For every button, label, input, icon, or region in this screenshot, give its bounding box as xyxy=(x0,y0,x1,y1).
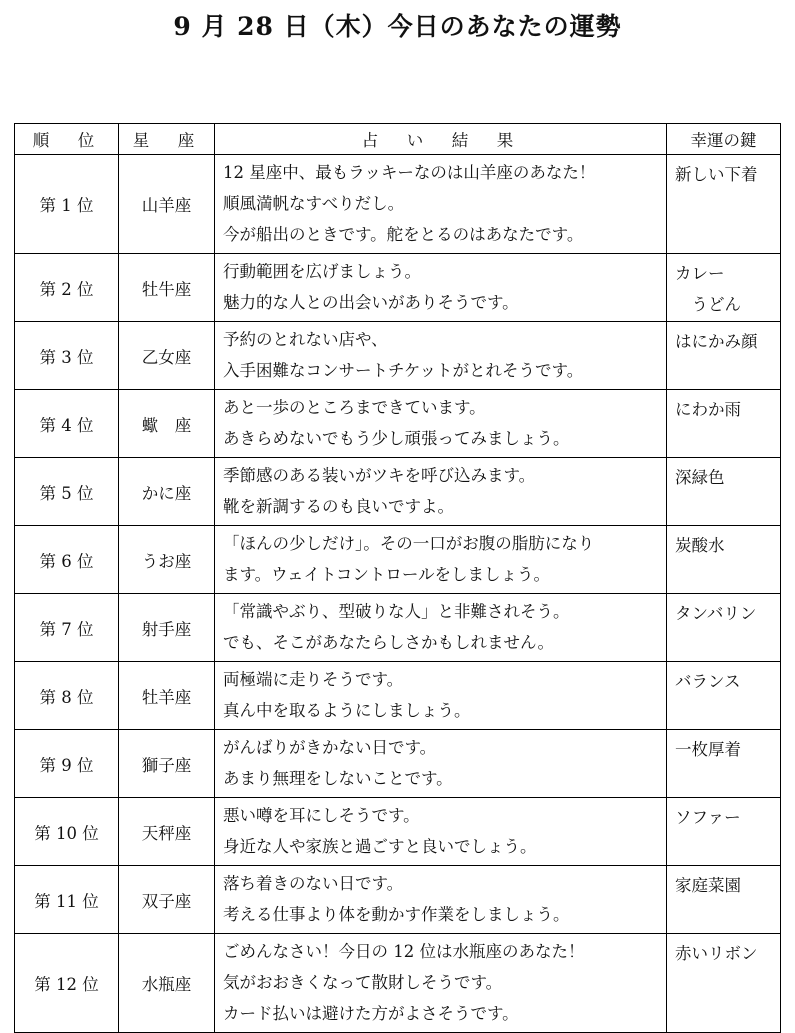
lucky-key-cell xyxy=(667,934,781,1033)
lucky-key-text: カレー xyxy=(675,264,725,283)
lucky-key-text: うどん xyxy=(675,295,741,314)
table-row xyxy=(15,390,781,458)
rank-cell: 第 1 位 xyxy=(15,155,119,254)
lucky-key-cell xyxy=(667,730,781,798)
fortune-result-line: 順風満帆なすべりだし。 xyxy=(223,194,405,213)
zodiac-sign-cell: 牡牛座 xyxy=(119,254,215,322)
fortune-result-line: 身近な人や家族と過ごすと良いでしょう。 xyxy=(223,837,537,856)
fortune-result-line: 落ち着きのない日です。 xyxy=(223,874,404,893)
lucky-key-cell xyxy=(667,526,781,594)
fortune-result-cell xyxy=(215,730,667,798)
fortune-result-cell xyxy=(215,594,667,662)
fortune-table xyxy=(14,123,781,1033)
rank-cell: 第 4 位 xyxy=(15,390,119,458)
fortune-result-line: 季節感のある装いがツキを呼び込みます。 xyxy=(223,466,536,485)
fortune-result-cell xyxy=(215,322,667,390)
zodiac-sign-cell: 双子座 xyxy=(119,866,215,934)
fortune-result-line: 入手困難なコンサートチケットがとれそうです。 xyxy=(223,361,584,380)
lucky-key-text: 家庭菜園 xyxy=(675,876,741,895)
rank-cell: 第 6 位 xyxy=(15,526,119,594)
lucky-key-cell xyxy=(667,594,781,662)
fortune-result-cell xyxy=(215,254,667,322)
fortune-result-line: 両極端に走りそうです。 xyxy=(223,670,404,689)
fortune-result-line: 今が船出のときです。舵をとるのはあなたです。 xyxy=(223,225,584,244)
fortune-result-line: 考える仕事より体を動かす作業をしましょう。 xyxy=(223,905,570,924)
fortune-table-body xyxy=(15,155,781,1033)
header-key: 幸運の鍵 xyxy=(667,124,781,155)
table-row xyxy=(15,798,781,866)
fortune-result-cell xyxy=(215,458,667,526)
zodiac-sign-cell: 獅子座 xyxy=(119,730,215,798)
lucky-key-text: バランス xyxy=(675,672,741,691)
rank-cell: 第 7 位 xyxy=(15,594,119,662)
table-row xyxy=(15,526,781,594)
table-row xyxy=(15,254,781,322)
table-row xyxy=(15,730,781,798)
fortune-result-line: あと一歩のところまできています。 xyxy=(223,398,486,417)
lucky-key-cell xyxy=(667,155,781,254)
rank-cell: 第 5 位 xyxy=(15,458,119,526)
header-result: 占 い 結 果 xyxy=(215,124,667,155)
fortune-result-line: ます。ウェイトコントロールをしましょう。 xyxy=(223,565,551,584)
rank-cell: 第 2 位 xyxy=(15,254,119,322)
lucky-key-cell xyxy=(667,866,781,934)
fortune-result-line: 12 星座中、最もラッキーなのは山羊座のあなた！ xyxy=(223,163,596,182)
fortune-result-line: 気がおおきくなって散財しそうです。 xyxy=(223,973,503,992)
lucky-key-text: 深緑色 xyxy=(675,468,725,487)
table-row xyxy=(15,155,781,254)
fortune-result-line: 魅力的な人との出会いがありそうです。 xyxy=(223,293,519,312)
fortune-result-line: カード払いは避けた方がよさそうです。 xyxy=(223,1004,519,1023)
lucky-key-text: ソファー xyxy=(675,808,741,827)
table-header-row xyxy=(15,124,781,155)
table-row xyxy=(15,458,781,526)
zodiac-sign-cell: 乙女座 xyxy=(119,322,215,390)
fortune-result-line: 「常識やぶり、型破りな人」と非難されそう。 xyxy=(223,602,570,621)
zodiac-sign-cell: 山羊座 xyxy=(119,155,215,254)
fortune-result-cell xyxy=(215,526,667,594)
rank-cell: 第 11 位 xyxy=(15,866,119,934)
fortune-result-line: ごめんなさい！今日の 12 位は水瓶座のあなた！ xyxy=(223,942,585,961)
table-row xyxy=(15,594,781,662)
fortune-result-line: がんばりがきかない日です。 xyxy=(223,738,437,757)
lucky-key-cell xyxy=(667,458,781,526)
lucky-key-cell xyxy=(667,390,781,458)
zodiac-sign-cell: 蠍 座 xyxy=(119,390,215,458)
lucky-key-text: 新しい下着 xyxy=(675,165,758,184)
table-row xyxy=(15,322,781,390)
rank-cell: 第 10 位 xyxy=(15,798,119,866)
zodiac-sign-cell: 射手座 xyxy=(119,594,215,662)
fortune-result-line: あまり無理をしないことです。 xyxy=(223,769,453,788)
fortune-result-line: でも、そこがあなたらしさかもしれません。 xyxy=(223,633,554,652)
lucky-key-cell xyxy=(667,662,781,730)
fortune-result-cell xyxy=(215,798,667,866)
lucky-key-text: にわか雨 xyxy=(675,400,741,419)
zodiac-sign-cell: 牡羊座 xyxy=(119,662,215,730)
fortune-result-line: 行動範囲を広げましょう。 xyxy=(223,262,421,281)
rank-cell: 第 12 位 xyxy=(15,934,119,1033)
lucky-key-cell xyxy=(667,322,781,390)
table-row xyxy=(15,866,781,934)
table-row xyxy=(15,662,781,730)
fortune-result-cell xyxy=(215,866,667,934)
fortune-result-line: あきらめないでもう少し頑張ってみましょう。 xyxy=(223,429,570,448)
lucky-key-cell xyxy=(667,254,781,322)
zodiac-sign-cell: かに座 xyxy=(119,458,215,526)
lucky-key-cell xyxy=(667,798,781,866)
rank-cell: 第 8 位 xyxy=(15,662,119,730)
zodiac-sign-cell: 天秤座 xyxy=(119,798,215,866)
fortune-result-line: 悪い噂を耳にしそうです。 xyxy=(223,806,420,825)
fortune-result-line: 予約のとれない店や、 xyxy=(223,330,388,349)
fortune-result-line: 真ん中を取るようにしましょう。 xyxy=(223,701,471,720)
lucky-key-text: 炭酸水 xyxy=(675,536,725,555)
fortune-result-cell xyxy=(215,155,667,254)
lucky-key-text: 一枚厚着 xyxy=(675,740,741,759)
lucky-key-text: はにかみ顔 xyxy=(675,332,758,351)
lucky-key-text: タンバリン xyxy=(675,604,757,623)
table-row xyxy=(15,934,781,1033)
fortune-result-cell xyxy=(215,934,667,1033)
rank-cell: 第 9 位 xyxy=(15,730,119,798)
fortune-result-line: 靴を新調するのも良いですよ。 xyxy=(223,497,454,516)
zodiac-sign-cell: 水瓶座 xyxy=(119,934,215,1033)
header-rank: 順 位 xyxy=(15,124,119,155)
page-title: 9 月 28 日（木）今日のあなたの運勢 xyxy=(173,12,622,41)
fortune-result-line: 「ほんの少しだけ」。その一口がお腹の脂肪になり xyxy=(223,534,595,553)
zodiac-sign-cell: うお座 xyxy=(119,526,215,594)
rank-cell: 第 3 位 xyxy=(15,322,119,390)
lucky-key-text: 赤いリボン xyxy=(675,944,758,963)
header-sign: 星 座 xyxy=(119,124,215,155)
fortune-result-cell xyxy=(215,662,667,730)
fortune-result-cell xyxy=(215,390,667,458)
